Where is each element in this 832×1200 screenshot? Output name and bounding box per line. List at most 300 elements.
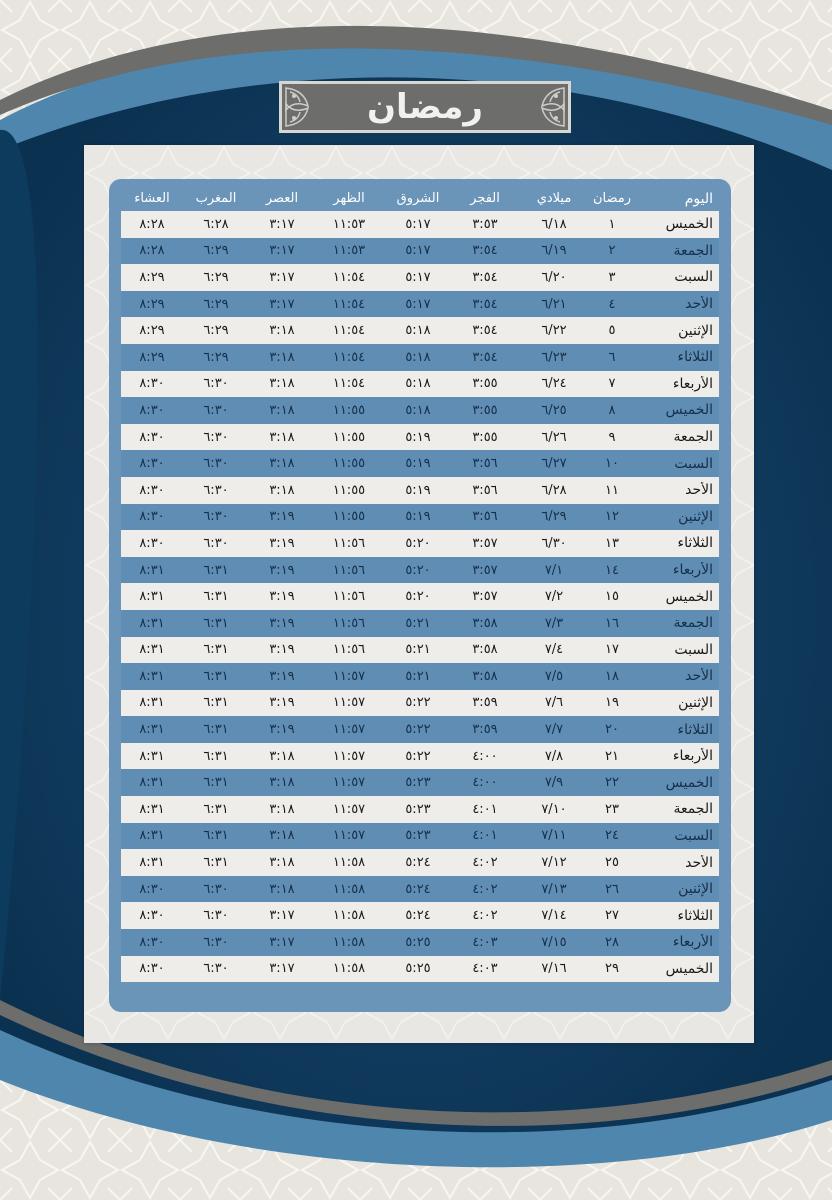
- cell-ramadan: ١: [608, 216, 616, 232]
- cell-dhuhr: ١١:٥٦: [332, 642, 366, 658]
- cell-sunrise: ٥:١٧: [405, 269, 431, 285]
- cell-dhuhr: ١١:٥٦: [332, 615, 366, 631]
- cell-ramadan: ١٦: [605, 615, 619, 631]
- cell-day: السبت: [674, 455, 713, 472]
- cell-asr: ٣:١٧: [269, 934, 295, 950]
- cell-dhuhr: ١١:٥٨: [332, 908, 366, 924]
- cell-day: الأحد: [685, 668, 713, 685]
- cell-maghrib: ٦:٣٠: [203, 535, 229, 551]
- cell-ramadan: ٢٨: [605, 934, 619, 950]
- cell-gregorian: ٦/٢٦: [541, 429, 567, 445]
- cell-gregorian: ٧/١٣: [541, 881, 567, 897]
- cell-gregorian: ٦/٢١: [541, 296, 567, 312]
- table-row: [121, 504, 719, 531]
- cell-gregorian: ٧/٧: [544, 722, 564, 738]
- cell-sunrise: ٥:١٧: [405, 216, 431, 232]
- cell-dhuhr: ١١:٥٥: [332, 402, 366, 418]
- cell-gregorian: ٧/٩: [544, 775, 564, 791]
- cell-sunrise: ٥:٢٣: [405, 775, 431, 791]
- cell-asr: ٣:١٨: [269, 775, 295, 791]
- cell-gregorian: ٧/١١: [541, 828, 567, 844]
- cell-asr: ٣:١٩: [269, 722, 295, 738]
- cell-sunrise: ٥:٢٠: [405, 562, 431, 578]
- table-row: [121, 238, 719, 265]
- cell-gregorian: ٧/٥: [544, 668, 564, 684]
- cell-day: السبت: [674, 827, 713, 844]
- cell-fajr: ٤:٠١: [472, 828, 498, 844]
- table-row: [121, 610, 719, 637]
- table-row: [121, 477, 719, 504]
- cell-sunrise: ٥:١٨: [405, 349, 431, 365]
- table-row: [121, 450, 719, 477]
- cell-day: الأربعاء: [672, 748, 713, 765]
- cell-fajr: ٤:٠٣: [472, 961, 498, 977]
- cell-fajr: ٣:٥٦: [472, 509, 498, 525]
- cell-sunrise: ٥:٢٠: [405, 535, 431, 551]
- cell-day: السبت: [674, 641, 713, 658]
- cell-day: الثلاثاء: [677, 349, 713, 366]
- header-ramadan: رمضان: [592, 191, 632, 206]
- cell-ramadan: ٢٣: [605, 801, 619, 817]
- cell-dhuhr: ١١:٥٥: [332, 509, 366, 525]
- cell-day: الجمعة: [673, 242, 713, 259]
- cell-ramadan: ٦: [608, 349, 616, 365]
- cell-day: الخميس: [665, 960, 713, 977]
- cell-asr: ٣:١٩: [269, 642, 295, 658]
- cell-maghrib: ٦:٣١: [203, 775, 229, 791]
- cell-isha: ٨:٢٩: [139, 349, 165, 365]
- cell-isha: ٨:٣١: [139, 642, 165, 658]
- cell-asr: ٣:١٨: [269, 801, 295, 817]
- cell-gregorian: ٦/٢٨: [541, 482, 567, 498]
- cell-fajr: ٣:٥٧: [472, 535, 498, 551]
- cell-isha: ٨:٣٠: [139, 456, 165, 472]
- cell-isha: ٨:٣٠: [139, 934, 165, 950]
- cell-gregorian: ٧/٣: [544, 615, 564, 631]
- cell-maghrib: ٦:٣١: [203, 801, 229, 817]
- cell-asr: ٣:١٨: [269, 376, 295, 392]
- page-title: رمضان: [367, 87, 483, 127]
- cell-sunrise: ٥:٢٤: [405, 881, 431, 897]
- cell-fajr: ٣:٥٩: [472, 722, 498, 738]
- table-row: [121, 823, 719, 850]
- cell-fajr: ٤:٠١: [472, 801, 498, 817]
- cell-gregorian: ٧/٢: [544, 589, 564, 605]
- cell-day: الأربعاء: [672, 375, 713, 392]
- cell-sunrise: ٥:٢٥: [405, 961, 431, 977]
- cell-fajr: ٣:٥٥: [472, 376, 498, 392]
- cell-maghrib: ٦:٢٩: [203, 349, 229, 365]
- cell-sunrise: ٥:٢٢: [405, 695, 431, 711]
- cell-fajr: ٣:٥٥: [472, 402, 498, 418]
- cell-ramadan: ٢٩: [605, 961, 619, 977]
- cell-ramadan: ٢٢: [605, 775, 619, 791]
- ornament-icon: [526, 88, 566, 128]
- cell-maghrib: ٦:٢٩: [203, 269, 229, 285]
- cell-sunrise: ٥:٢١: [405, 642, 431, 658]
- table-row: [121, 557, 719, 584]
- cell-gregorian: ٦/٣٠: [541, 535, 567, 551]
- cell-dhuhr: ١١:٥٧: [332, 722, 366, 738]
- cell-fajr: ٤:٠٠: [472, 775, 498, 791]
- cell-fajr: ٣:٥٧: [472, 562, 498, 578]
- cell-sunrise: ٥:٢٢: [405, 748, 431, 764]
- cell-asr: ٣:١٨: [269, 881, 295, 897]
- cell-sunrise: ٥:٢١: [405, 615, 431, 631]
- cell-isha: ٨:٢٨: [139, 243, 165, 259]
- cell-dhuhr: ١١:٥٧: [332, 748, 366, 764]
- cell-day: الإثنين: [678, 694, 713, 711]
- cell-dhuhr: ١١:٥٥: [332, 456, 366, 472]
- cell-maghrib: ٦:٣١: [203, 855, 229, 871]
- table-row: [121, 929, 719, 956]
- cell-sunrise: ٥:٢٣: [405, 828, 431, 844]
- cell-fajr: ٣:٥٣: [472, 216, 498, 232]
- cell-sunrise: ٥:١٩: [405, 456, 431, 472]
- cell-day: الجمعة: [673, 429, 713, 446]
- cell-asr: ٣:١٧: [269, 908, 295, 924]
- cell-asr: ٣:١٨: [269, 748, 295, 764]
- cell-asr: ٣:١٧: [269, 243, 295, 259]
- cell-isha: ٨:٣٠: [139, 535, 165, 551]
- cell-day: الإثنين: [678, 322, 713, 339]
- cell-sunrise: ٥:٢٥: [405, 934, 431, 950]
- cell-isha: ٨:٣٠: [139, 429, 165, 445]
- cell-gregorian: ٦/٢٢: [541, 323, 567, 339]
- table-row: [121, 849, 719, 876]
- cell-day: الثلاثاء: [677, 535, 713, 552]
- cell-asr: ٣:١٨: [269, 482, 295, 498]
- cell-maghrib: ٦:٣١: [203, 748, 229, 764]
- cell-fajr: ٣:٥٧: [472, 589, 498, 605]
- cell-fajr: ٣:٥٤: [472, 269, 498, 285]
- cell-maghrib: ٦:٣٠: [203, 402, 229, 418]
- cell-dhuhr: ١١:٥٧: [332, 775, 366, 791]
- cell-maghrib: ٦:٣١: [203, 562, 229, 578]
- cell-day: الأربعاء: [672, 934, 713, 951]
- cell-maghrib: ٦:٣٠: [203, 934, 229, 950]
- cell-gregorian: ٧/١: [544, 562, 564, 578]
- ornament-icon: [284, 88, 324, 128]
- cell-ramadan: ١٢: [605, 509, 619, 525]
- cell-dhuhr: ١١:٥٨: [332, 881, 366, 897]
- cell-day: الجمعة: [673, 615, 713, 632]
- cell-ramadan: ٤: [608, 296, 616, 312]
- table-row: [121, 371, 719, 398]
- cell-isha: ٨:٣٠: [139, 509, 165, 525]
- table-body: [121, 211, 719, 982]
- cell-dhuhr: ١١:٥٨: [332, 961, 366, 977]
- cell-fajr: ٣:٥٨: [472, 615, 498, 631]
- cell-sunrise: ٥:١٩: [405, 482, 431, 498]
- cell-dhuhr: ١١:٥٥: [332, 429, 366, 445]
- cell-gregorian: ٧/١٠: [541, 801, 567, 817]
- cell-maghrib: ٦:٣٠: [203, 482, 229, 498]
- header-maghrib: المغرب: [195, 191, 237, 206]
- table-row: [121, 264, 719, 291]
- cell-gregorian: ٦/٢٧: [541, 456, 567, 472]
- cell-ramadan: ١٩: [605, 695, 619, 711]
- title-plate: [279, 81, 571, 133]
- cell-dhuhr: ١١:٥٤: [332, 376, 366, 392]
- cell-isha: ٨:٣١: [139, 855, 165, 871]
- table-row: [121, 956, 719, 983]
- cell-day: الإثنين: [678, 881, 713, 898]
- cell-dhuhr: ١١:٥٦: [332, 589, 366, 605]
- cell-gregorian: ٧/٨: [544, 748, 564, 764]
- table-row: [121, 583, 719, 610]
- cell-maghrib: ٦:٢٨: [203, 216, 229, 232]
- cell-maghrib: ٦:٣٠: [203, 961, 229, 977]
- cell-day: الأحد: [685, 482, 713, 499]
- cell-gregorian: ٧/١٥: [541, 934, 567, 950]
- cell-fajr: ٣:٥٨: [472, 642, 498, 658]
- cell-dhuhr: ١١:٥٤: [332, 269, 366, 285]
- cell-ramadan: ١٤: [605, 562, 619, 578]
- cell-sunrise: ٥:١٨: [405, 323, 431, 339]
- table-row: [121, 743, 719, 770]
- cell-gregorian: ٦/٢٠: [541, 269, 567, 285]
- cell-asr: ٣:١٧: [269, 269, 295, 285]
- header-asr: العصر: [265, 191, 299, 206]
- cell-maghrib: ٦:٣١: [203, 828, 229, 844]
- cell-isha: ٨:٣٠: [139, 376, 165, 392]
- cell-ramadan: ٢٦: [605, 881, 619, 897]
- cell-sunrise: ٥:٢٤: [405, 855, 431, 871]
- cell-ramadan: ٣: [608, 269, 616, 285]
- cell-maghrib: ٦:٣١: [203, 668, 229, 684]
- cell-day: الخميس: [665, 774, 713, 791]
- cell-gregorian: ٧/١٢: [541, 855, 567, 871]
- cell-day: الخميس: [665, 588, 713, 605]
- cell-isha: ٨:٣١: [139, 589, 165, 605]
- cell-sunrise: ٥:٢٢: [405, 722, 431, 738]
- cell-isha: ٨:٣٠: [139, 908, 165, 924]
- header-sunrise: الشروق: [396, 191, 440, 206]
- cell-sunrise: ٥:٢١: [405, 668, 431, 684]
- cell-asr: ٣:١٨: [269, 855, 295, 871]
- cell-sunrise: ٥:٢٤: [405, 908, 431, 924]
- cell-asr: ٣:١٩: [269, 562, 295, 578]
- cell-ramadan: ١٣: [605, 535, 619, 551]
- cell-asr: ٣:١٨: [269, 429, 295, 445]
- cell-sunrise: ٥:١٧: [405, 296, 431, 312]
- cell-asr: ٣:١٩: [269, 615, 295, 631]
- table-row: [121, 796, 719, 823]
- header-day: اليوم: [684, 190, 713, 207]
- cell-isha: ٨:٢٩: [139, 296, 165, 312]
- cell-sunrise: ٥:١٨: [405, 376, 431, 392]
- cell-fajr: ٤:٠٢: [472, 855, 498, 871]
- cell-ramadan: ٩: [608, 429, 616, 445]
- cell-dhuhr: ١١:٥٣: [332, 216, 366, 232]
- header-fajr: الفجر: [470, 191, 500, 206]
- cell-gregorian: ٦/٢٩: [541, 509, 567, 525]
- cell-ramadan: ٨: [608, 402, 616, 418]
- cell-fajr: ٣:٥٦: [472, 456, 498, 472]
- cell-dhuhr: ١١:٥٣: [332, 243, 366, 259]
- cell-asr: ٣:١٩: [269, 509, 295, 525]
- cell-dhuhr: ١١:٥٤: [332, 296, 366, 312]
- cell-gregorian: ٦/١٨: [541, 216, 567, 232]
- cell-ramadan: ٢٧: [605, 908, 619, 924]
- cell-isha: ٨:٣١: [139, 801, 165, 817]
- cell-dhuhr: ١١:٥٦: [332, 562, 366, 578]
- cell-asr: ٣:١٩: [269, 589, 295, 605]
- cell-asr: ٣:١٨: [269, 402, 295, 418]
- cell-fajr: ٣:٥٨: [472, 668, 498, 684]
- cell-isha: ٨:٣١: [139, 562, 165, 578]
- cell-day: الإثنين: [678, 508, 713, 525]
- cell-gregorian: ٦/٢٣: [541, 349, 567, 365]
- cell-asr: ٣:١٧: [269, 216, 295, 232]
- cell-fajr: ٣:٥٤: [472, 323, 498, 339]
- cell-gregorian: ٧/١٤: [541, 908, 567, 924]
- table-row: [121, 769, 719, 796]
- cell-ramadan: ١٥: [605, 589, 619, 605]
- cell-ramadan: ٥: [608, 323, 616, 339]
- cell-isha: ٨:٣٠: [139, 881, 165, 897]
- cell-dhuhr: ١١:٥٨: [332, 934, 366, 950]
- cell-isha: ٨:٣١: [139, 668, 165, 684]
- header-isha: العشاء: [134, 191, 170, 206]
- cell-maghrib: ٦:٣١: [203, 615, 229, 631]
- cell-ramadan: ٢٥: [605, 855, 619, 871]
- cell-maghrib: ٦:٣٠: [203, 881, 229, 897]
- prayer-times-table: [121, 186, 719, 1002]
- table-row: [121, 317, 719, 344]
- cell-dhuhr: ١١:٥٤: [332, 323, 366, 339]
- cell-asr: ٣:١٧: [269, 961, 295, 977]
- cell-dhuhr: ١١:٥٧: [332, 668, 366, 684]
- cell-day: الأحد: [685, 854, 713, 871]
- cell-isha: ٨:٣١: [139, 775, 165, 791]
- table-row: [121, 716, 719, 743]
- cell-ramadan: ٢١: [605, 748, 619, 764]
- table-row: [121, 530, 719, 557]
- table-row: [121, 344, 719, 371]
- table-row: [121, 690, 719, 717]
- table-row: [121, 211, 719, 238]
- cell-isha: ٨:٢٩: [139, 323, 165, 339]
- cell-gregorian: ٧/٤: [544, 642, 564, 658]
- cell-maghrib: ٦:٣١: [203, 642, 229, 658]
- cell-fajr: ٣:٥٩: [472, 695, 498, 711]
- cell-dhuhr: ١١:٥٥: [332, 482, 366, 498]
- cell-asr: ٣:١٩: [269, 695, 295, 711]
- table-row: [121, 663, 719, 690]
- cell-isha: ٨:٢٩: [139, 269, 165, 285]
- cell-fajr: ٤:٠٣: [472, 934, 498, 950]
- cell-asr: ٣:١٩: [269, 668, 295, 684]
- cell-ramadan: ٢: [608, 243, 616, 259]
- cell-isha: ٨:٣٠: [139, 961, 165, 977]
- cell-gregorian: ٦/١٩: [541, 243, 567, 259]
- cell-asr: ٣:١٨: [269, 828, 295, 844]
- cell-day: السبت: [674, 269, 713, 286]
- cell-ramadan: ١٧: [605, 642, 619, 658]
- cell-isha: ٨:٣٠: [139, 402, 165, 418]
- cell-dhuhr: ١١:٥٧: [332, 695, 366, 711]
- table-row: [121, 637, 719, 664]
- table-header: [121, 186, 719, 211]
- table-row: [121, 291, 719, 318]
- cell-maghrib: ٦:٣٠: [203, 908, 229, 924]
- cell-asr: ٣:١٧: [269, 296, 295, 312]
- cell-isha: ٨:٣١: [139, 828, 165, 844]
- cell-fajr: ٣:٥٤: [472, 243, 498, 259]
- cell-isha: ٨:٣٠: [139, 482, 165, 498]
- cell-day: الأحد: [685, 296, 713, 313]
- cell-maghrib: ٦:٣٠: [203, 376, 229, 392]
- cell-sunrise: ٥:٢٠: [405, 589, 431, 605]
- cell-ramadan: ١٠: [605, 456, 619, 472]
- table-row: [121, 902, 719, 929]
- cell-gregorian: ٦/٢٥: [541, 402, 567, 418]
- cell-ramadan: ٧: [608, 376, 616, 392]
- cell-ramadan: ٢٠: [605, 722, 619, 738]
- cell-maghrib: ٦:٣٠: [203, 429, 229, 445]
- cell-isha: ٨:٣١: [139, 748, 165, 764]
- cell-maghrib: ٦:٢٩: [203, 243, 229, 259]
- cell-asr: ٣:١٨: [269, 323, 295, 339]
- header-gregorian: ميلادي: [536, 191, 572, 206]
- cell-maghrib: ٦:٣١: [203, 722, 229, 738]
- cell-maghrib: ٦:٣٠: [203, 456, 229, 472]
- cell-maghrib: ٦:٣١: [203, 695, 229, 711]
- cell-dhuhr: ١١:٥٨: [332, 855, 366, 871]
- cell-fajr: ٣:٥٦: [472, 482, 498, 498]
- cell-fajr: ٣:٥٤: [472, 296, 498, 312]
- cell-gregorian: ٦/٢٤: [541, 376, 567, 392]
- cell-gregorian: ٧/١٦: [541, 961, 567, 977]
- cell-asr: ٣:١٨: [269, 456, 295, 472]
- cell-ramadan: ٢٤: [605, 828, 619, 844]
- cell-maghrib: ٦:٢٩: [203, 296, 229, 312]
- cell-day: الثلاثاء: [677, 721, 713, 738]
- cell-sunrise: ٥:١٩: [405, 509, 431, 525]
- cell-dhuhr: ١١:٥٧: [332, 801, 366, 817]
- cell-isha: ٨:٣١: [139, 695, 165, 711]
- cell-sunrise: ٥:١٧: [405, 243, 431, 259]
- cell-maghrib: ٦:٢٩: [203, 323, 229, 339]
- cell-day: الجمعة: [673, 801, 713, 818]
- cell-isha: ٨:٣١: [139, 615, 165, 631]
- cell-isha: ٨:٢٨: [139, 216, 165, 232]
- cell-day: الثلاثاء: [677, 907, 713, 924]
- cell-asr: ٣:١٩: [269, 535, 295, 551]
- cell-isha: ٨:٣١: [139, 722, 165, 738]
- cell-fajr: ٣:٥٤: [472, 349, 498, 365]
- cell-dhuhr: ١١:٥٧: [332, 828, 366, 844]
- cell-day: الأربعاء: [672, 562, 713, 579]
- cell-dhuhr: ١١:٥٦: [332, 535, 366, 551]
- cell-maghrib: ٦:٣١: [203, 589, 229, 605]
- cell-gregorian: ٧/٦: [544, 695, 564, 711]
- header-dhuhr: الظهر: [333, 191, 365, 206]
- cell-ramadan: ١٨: [605, 668, 619, 684]
- cell-maghrib: ٦:٣٠: [203, 509, 229, 525]
- cell-day: الخميس: [665, 402, 713, 419]
- cell-sunrise: ٥:١٨: [405, 402, 431, 418]
- cell-asr: ٣:١٨: [269, 349, 295, 365]
- cell-fajr: ٤:٠٢: [472, 908, 498, 924]
- cell-fajr: ٣:٥٥: [472, 429, 498, 445]
- table-row: [121, 397, 719, 424]
- table-row: [121, 876, 719, 903]
- cell-fajr: ٤:٠٠: [472, 748, 498, 764]
- cell-ramadan: ١١: [605, 482, 619, 498]
